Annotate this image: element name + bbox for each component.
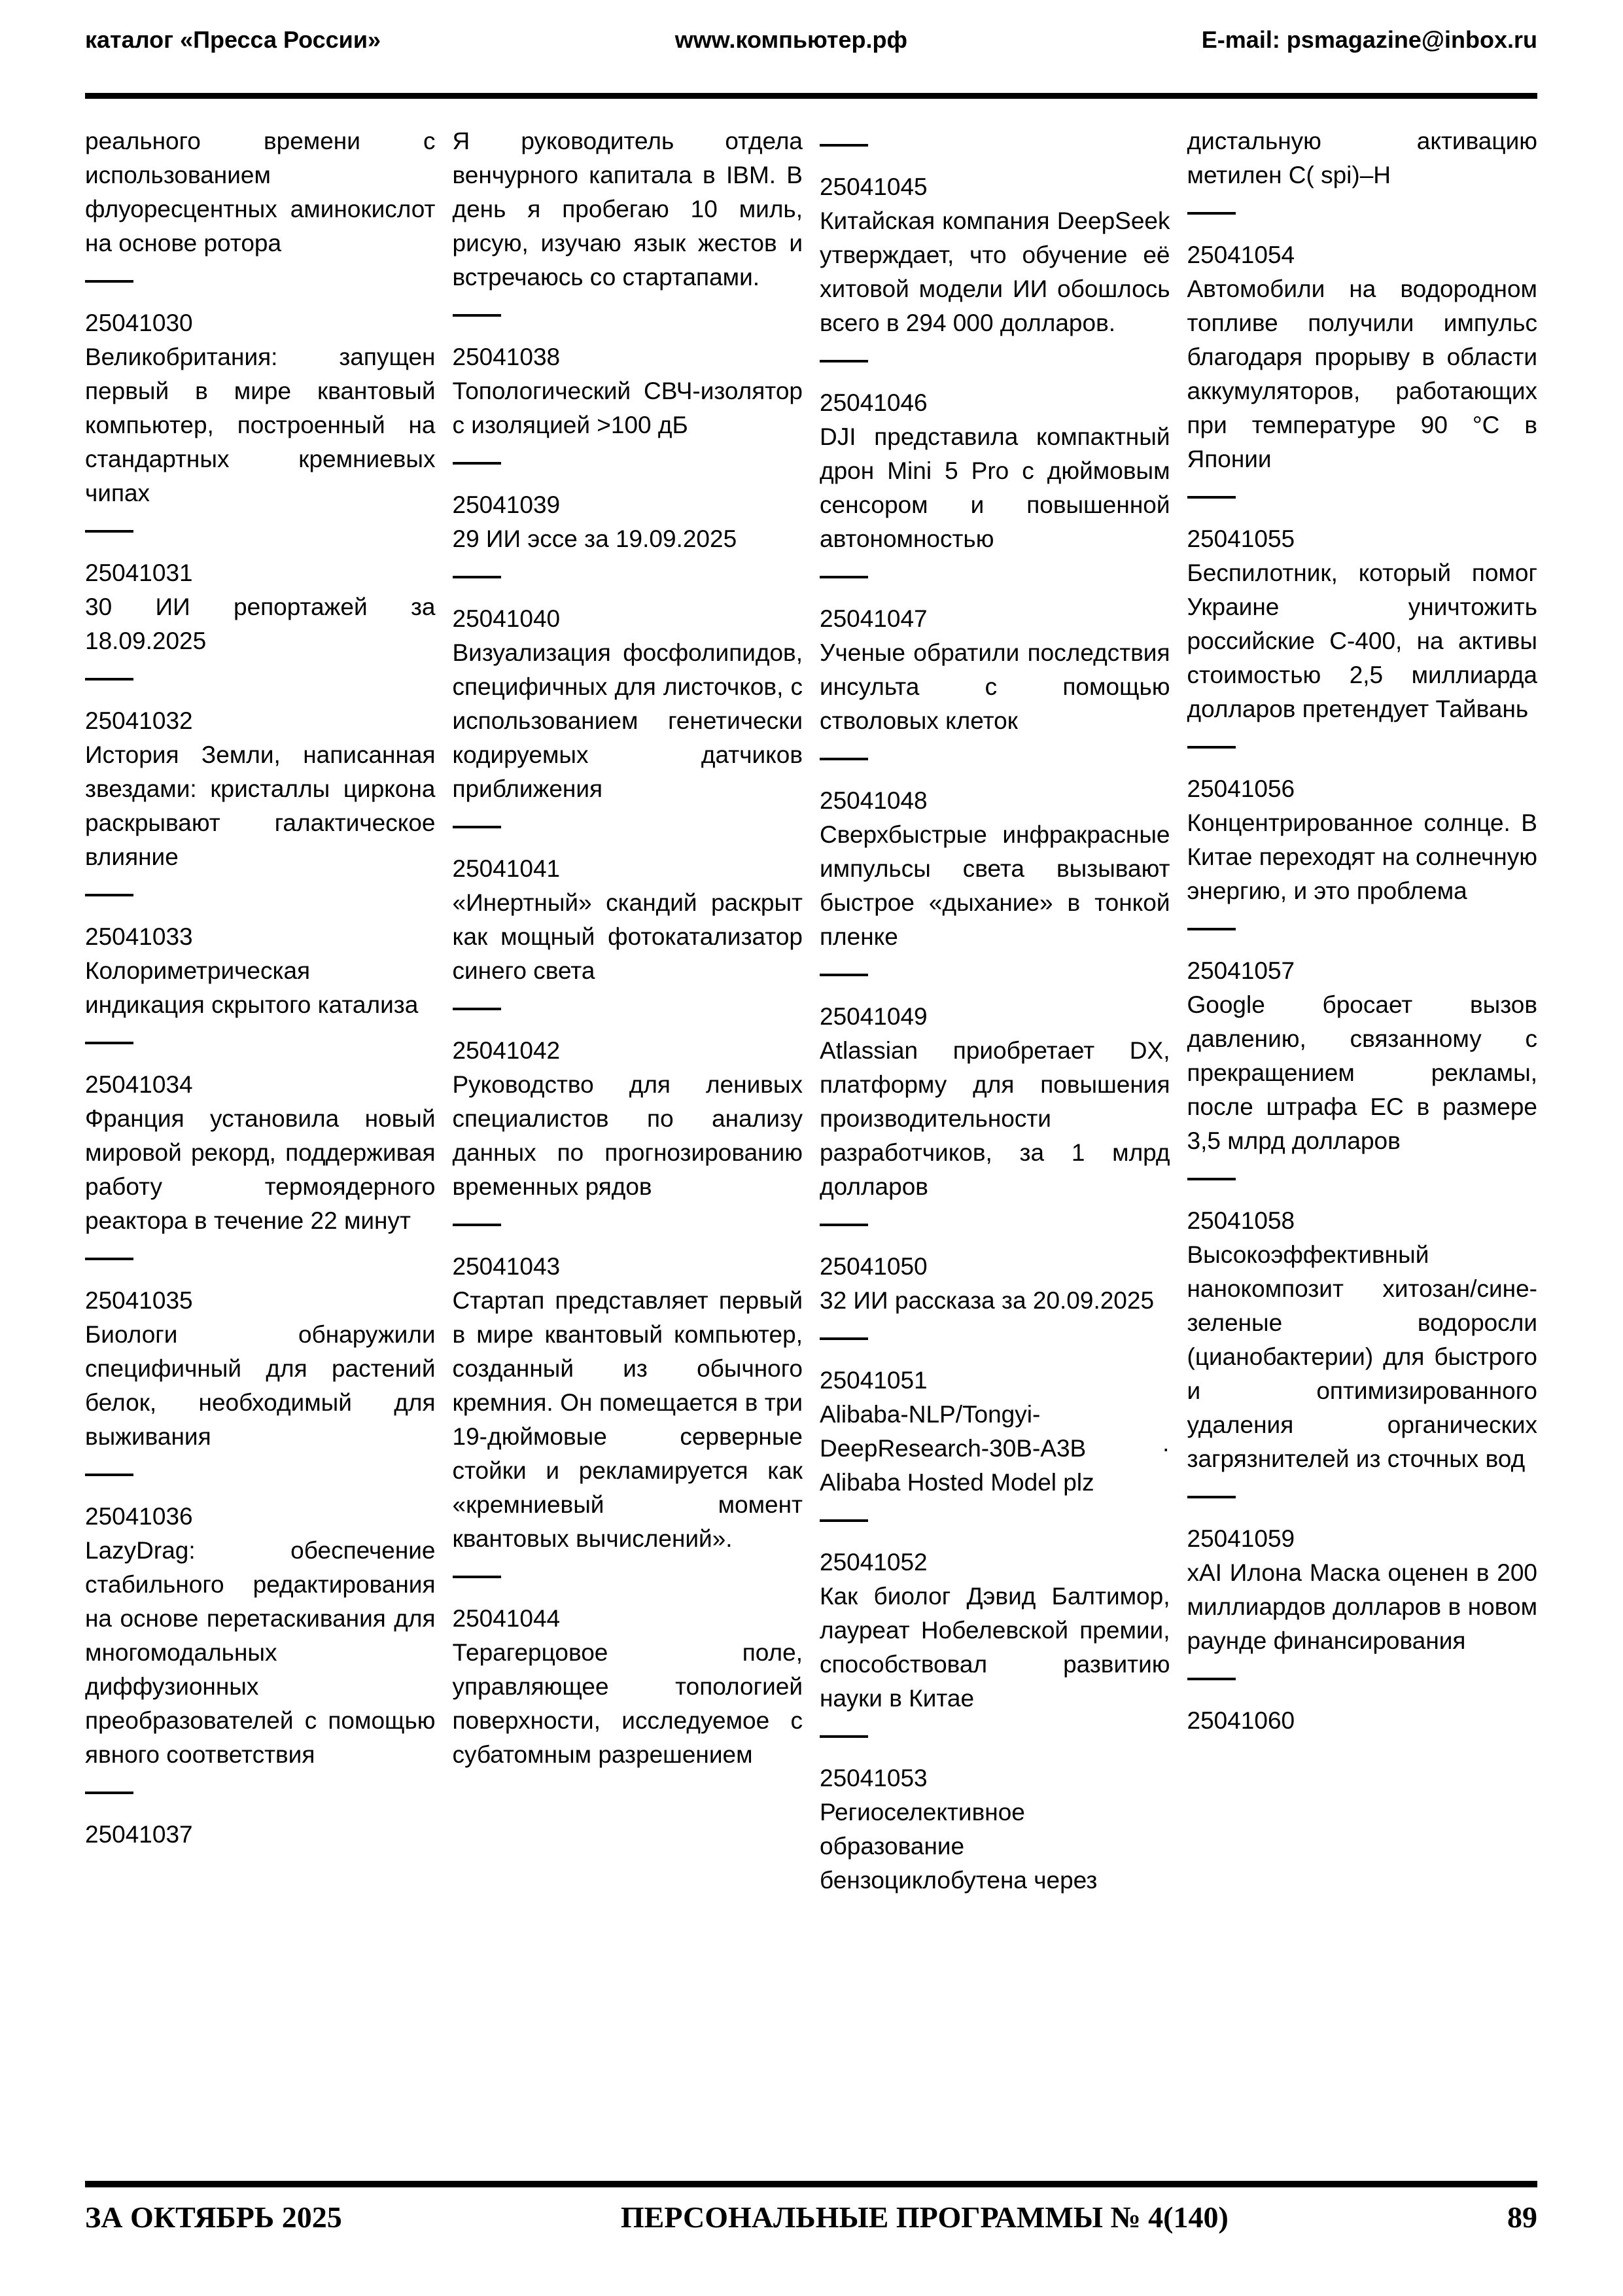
entry-id: 25041060 bbox=[1187, 1707, 1295, 1734]
entry-text: Китайская компания DeepSeek утверждает, что обучение её хитовой модели ИИ обошлось всего в 294 000 долларов. bbox=[820, 207, 1170, 336]
entry-id: 25041034 bbox=[85, 1071, 193, 1098]
entry-id: 25041039 bbox=[452, 491, 561, 518]
entry-divider bbox=[85, 1792, 133, 1794]
entry-text: Топологический СВЧ-изолятор с изоляцией >100 дБ bbox=[452, 378, 803, 438]
catalog-entry bbox=[1187, 522, 1538, 726]
entry-text: Стартап представляет первый в мире квантовый компьютер, созданный из обычного кремния. Он помещается в три 19-дюймовые серверные стойки и рекламируется как «кремниевый момент квантовых вычислений». bbox=[452, 1287, 803, 1552]
entry-divider bbox=[453, 1576, 501, 1578]
entry-text: 30 ИИ репортажей за 18.09.2025 bbox=[85, 593, 436, 654]
catalog-entry bbox=[85, 920, 436, 1022]
catalog-entry bbox=[820, 1545, 1170, 1716]
entry-id: 25041043 bbox=[452, 1253, 561, 1280]
entry-text: Великобритания: запущен первый в мире квантовый компьютер, построенный на стандартных кремниевых чипах bbox=[85, 344, 436, 506]
entry-divider bbox=[453, 1224, 501, 1226]
entry-text: Как биолог Дэвид Балтимор, лауреат Нобелевской премии, способствовал развитию науки в Китае bbox=[820, 1583, 1170, 1712]
entry-text: Региоселективное образование бензоциклобутена через bbox=[820, 1799, 1098, 1894]
entry-text: Беспилотник, который помог Украине уничтожить российские С-400, на активы стоимостью 2,5 миллиарда долларов претендует Тайвань bbox=[1187, 559, 1537, 722]
entry-text: 29 ИИ эссе за 19.09.2025 bbox=[452, 525, 737, 552]
catalog-entry bbox=[820, 602, 1170, 738]
catalog-entry bbox=[453, 852, 803, 988]
entry-id: 25041040 bbox=[452, 605, 561, 632]
entry-divider bbox=[453, 314, 501, 317]
entry-divider bbox=[85, 1042, 133, 1044]
entry-divider bbox=[820, 576, 868, 578]
entry-id: 25041038 bbox=[452, 344, 561, 370]
catalog-entry bbox=[1187, 1204, 1538, 1476]
entry-id: 25041035 bbox=[85, 1287, 193, 1314]
catalog-entry bbox=[1187, 1704, 1538, 1738]
entry-id: 25041044 bbox=[452, 1605, 561, 1632]
entry-divider bbox=[820, 758, 868, 760]
column-1 bbox=[85, 124, 436, 2176]
entry-id: 25041032 bbox=[85, 707, 193, 734]
catalog-title: каталог «Пресса России» bbox=[85, 26, 381, 53]
entry-text: Колориметрическая индикация скрытого катализа bbox=[85, 957, 419, 1018]
catalog-entry bbox=[85, 704, 436, 874]
catalog-entry-continuation bbox=[453, 124, 803, 294]
entry-divider bbox=[1187, 496, 1236, 499]
entry-text: Биологи обнаружили специфичный для растений белок, необходимый для выживания bbox=[85, 1321, 436, 1450]
entry-text: Автомобили на водородном топливе получили импульс благодаря прорыву в области аккумуляторов, работающих при температуре 90 °C в Японии bbox=[1187, 275, 1537, 472]
entry-divider bbox=[820, 1735, 868, 1738]
catalog-entry bbox=[453, 602, 803, 806]
page-header bbox=[85, 26, 1537, 54]
footer-rule bbox=[85, 2181, 1537, 2187]
catalog-entry bbox=[453, 1602, 803, 1772]
entry-divider bbox=[1187, 928, 1236, 930]
catalog-entry bbox=[820, 386, 1170, 556]
entry-id: 25041030 bbox=[85, 309, 193, 336]
entry-divider bbox=[820, 1224, 868, 1226]
entry-id: 25041059 bbox=[1187, 1525, 1295, 1552]
entry-id: 25041041 bbox=[452, 855, 561, 882]
catalog-entry bbox=[820, 1250, 1170, 1318]
catalog-entry bbox=[85, 1068, 436, 1238]
entries-columns bbox=[85, 124, 1537, 2176]
entry-id: 25041054 bbox=[1187, 241, 1295, 268]
catalog-entry bbox=[85, 1818, 436, 1852]
entry-text: Высокоэффективный нанокомпозит хитозан/сине-зеленые водоросли (цианобактерии) для быстрого и оптимизированного удаления органических загрязнителей из сточных вод bbox=[1187, 1241, 1537, 1472]
catalog-entry bbox=[820, 1761, 1170, 1898]
catalog-entry bbox=[453, 488, 803, 556]
catalog-entry bbox=[453, 1034, 803, 1204]
catalog-entry bbox=[820, 1000, 1170, 1204]
column-2 bbox=[453, 124, 803, 2176]
entry-id: 25041045 bbox=[820, 173, 928, 200]
website-url: www.компьютер.рф bbox=[674, 26, 907, 53]
entry-id: 25041058 bbox=[1187, 1207, 1295, 1234]
entry-divider bbox=[820, 1337, 868, 1340]
entry-divider bbox=[820, 1519, 868, 1522]
catalog-entry bbox=[85, 1284, 436, 1454]
entry-id: 25041057 bbox=[1187, 957, 1295, 984]
page-footer bbox=[85, 2200, 1537, 2234]
entry-id: 25041055 bbox=[1187, 525, 1295, 552]
entry-id: 25041052 bbox=[820, 1549, 928, 1576]
entry-text: «Инертный» скандий раскрыт как мощный фотокатализатор синего света bbox=[452, 889, 803, 984]
catalog-entry bbox=[85, 1500, 436, 1772]
entry-id: 25041037 bbox=[85, 1821, 193, 1848]
page-number: 89 bbox=[1507, 2200, 1537, 2234]
catalog-entry bbox=[453, 1250, 803, 1556]
entry-divider bbox=[85, 1258, 133, 1260]
email-address: E-mail: psmagazine@inbox.ru bbox=[1201, 26, 1537, 53]
entry-divider bbox=[1187, 1678, 1236, 1680]
entry-divider bbox=[85, 678, 133, 680]
entry-id: 25041036 bbox=[85, 1503, 193, 1530]
entry-divider bbox=[85, 894, 133, 896]
entry-text: 32 ИИ рассказа за 20.09.2025 bbox=[820, 1287, 1155, 1314]
entry-divider bbox=[1187, 746, 1236, 749]
catalog-entry-continuation bbox=[1187, 124, 1538, 192]
entry-divider bbox=[820, 974, 868, 976]
entry-id: 25041049 bbox=[820, 1003, 928, 1030]
catalog-entry bbox=[1187, 1522, 1538, 1658]
catalog-entry bbox=[453, 340, 803, 442]
entry-divider bbox=[820, 144, 868, 147]
entry-divider bbox=[453, 462, 501, 465]
magazine-title: ПЕРСОНАЛЬНЫЕ ПРОГРАММЫ № 4(140) bbox=[620, 2200, 1229, 2234]
entry-divider bbox=[85, 1474, 133, 1476]
entry-text: Alibaba-NLP/Tongyi-DeepResearch-30B-A3B · Alibaba Hosted Model plz bbox=[820, 1401, 1170, 1496]
column-4 bbox=[1187, 124, 1538, 2176]
entry-text: дистальную активацию метилен C( spi)–H bbox=[1187, 128, 1537, 188]
entry-text: реального времени с использованием флуоресцентных аминокислот на основе ротора bbox=[85, 128, 436, 256]
entry-id: 25041048 bbox=[820, 787, 928, 814]
entry-id: 25041047 bbox=[820, 605, 928, 632]
catalog-entry bbox=[820, 170, 1170, 340]
catalog-entry-continuation bbox=[85, 124, 436, 260]
catalog-entry bbox=[85, 306, 436, 510]
entry-text: Сверхбыстрые инфракрасные импульсы света вызывают быстрое «дыхание» в тонкой пленке bbox=[820, 821, 1170, 950]
entry-id: 25041046 bbox=[820, 389, 928, 416]
entry-divider bbox=[1187, 212, 1236, 215]
entry-text: xAI Илона Маска оценен в 200 миллиардов долларов в новом раунде финансирования bbox=[1187, 1559, 1537, 1654]
entry-text: Визуализация фосфолипидов, специфичных для листочков, с использованием генетически кодируемых датчиков приближения bbox=[452, 639, 803, 802]
entry-text: Ученые обратили последствия инсульта с помощью стволовых клеток bbox=[820, 639, 1170, 734]
issue-period: ЗА ОКТЯБРЬ 2025 bbox=[85, 2200, 342, 2234]
header-rule bbox=[85, 93, 1537, 99]
entry-text: Концентрированное солнце. В Китае переходят на солнечную энергию, и это проблема bbox=[1187, 809, 1537, 904]
entry-divider bbox=[1187, 1178, 1236, 1180]
catalog-entry bbox=[1187, 238, 1538, 476]
entry-text: Я руководитель отдела венчурного капитала в IBM. В день я пробегаю 10 миль, рисую, изучаю язык жестов и встречаюсь со стартапами. bbox=[452, 128, 803, 291]
entry-divider bbox=[85, 280, 133, 283]
entry-id: 25041031 bbox=[85, 559, 193, 586]
entry-id: 25041056 bbox=[1187, 775, 1295, 802]
entry-text: История Земли, написанная звездами: кристаллы циркона раскрывают галактическое влияние bbox=[85, 741, 436, 870]
entry-divider bbox=[820, 360, 868, 362]
entry-text: Atlassian приобретает DX, платформу для повышения производительности разработчиков, за 1 млрд долларов bbox=[820, 1037, 1170, 1200]
entry-divider bbox=[453, 576, 501, 578]
entry-id: 25041033 bbox=[85, 923, 193, 950]
entry-text: Терагерцовое поле, управляющее топологией поверхности, исследуемое с субатомным разрешением bbox=[452, 1639, 803, 1768]
catalog-entry bbox=[820, 784, 1170, 954]
catalog-entry bbox=[1187, 772, 1538, 908]
entry-id: 25041050 bbox=[820, 1253, 928, 1280]
catalog-entry bbox=[820, 1364, 1170, 1500]
entry-id: 25041051 bbox=[820, 1367, 928, 1394]
entry-divider bbox=[85, 530, 133, 533]
entry-id: 25041042 bbox=[452, 1037, 561, 1064]
entry-divider bbox=[453, 1008, 501, 1010]
entry-id: 25041053 bbox=[820, 1765, 928, 1792]
entry-text: DJI представила компактный дрон Mini 5 Pro с дюймовым сенсором и повышенной автономностью bbox=[820, 423, 1170, 552]
catalog-entry bbox=[85, 556, 436, 658]
entry-text: Руководство для ленивых специалистов по анализу данных по прогнозированию временных рядов bbox=[452, 1071, 803, 1200]
entry-divider bbox=[1187, 1496, 1236, 1498]
entry-text: LazyDrag: обеспечение стабильного редактирования на основе перетаскивания для многомодальных диффузионных преобразователей с помощью явного соответствия bbox=[85, 1537, 436, 1768]
entry-text: Франция установила новый мировой рекорд, поддерживая работу термоядерного реактора в течение 22 минут bbox=[85, 1105, 436, 1234]
catalog-entry bbox=[1187, 954, 1538, 1158]
entry-text: Google бросает вызов давлению, связанному с прекращением рекламы, после штрафа ЕС в размере 3,5 млрд долларов bbox=[1187, 991, 1537, 1154]
column-3 bbox=[820, 124, 1170, 2176]
entry-divider bbox=[453, 826, 501, 828]
